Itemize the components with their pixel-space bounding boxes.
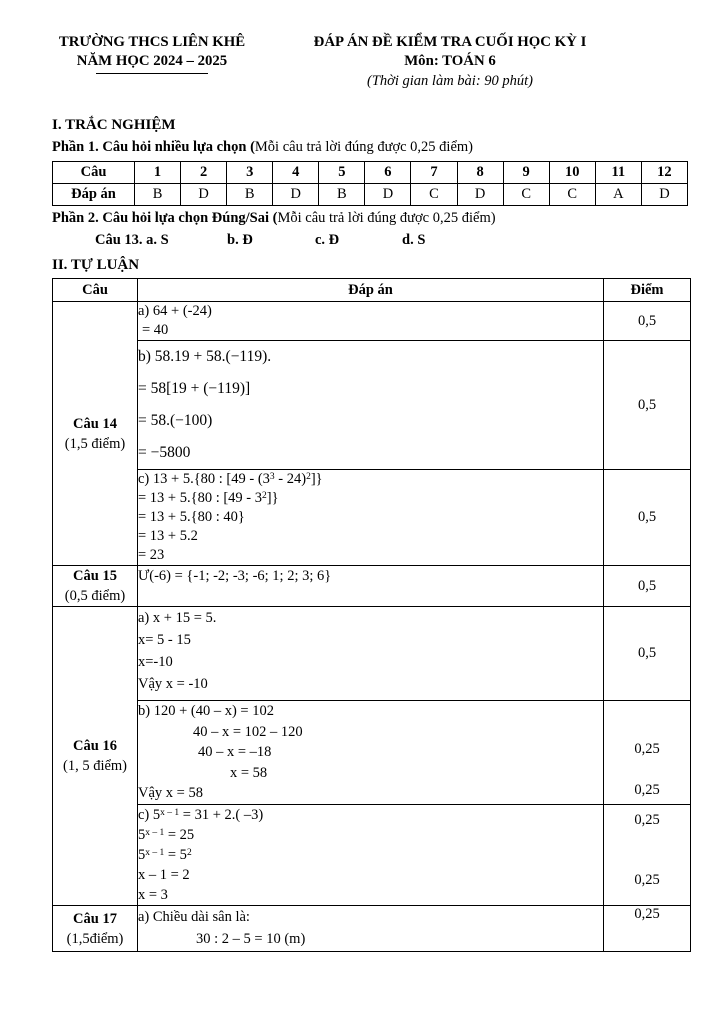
answer-line: b) 120 + (40 – x) = 102 xyxy=(138,703,274,719)
q16c-score-cell xyxy=(604,805,691,906)
mcq-answer: D xyxy=(365,184,411,206)
answer-line xyxy=(138,805,603,825)
q13-answer-d: d. S xyxy=(402,232,426,248)
part1-heading-normal: Mỗi câu trả lời đúng được 0,25 điểm) xyxy=(254,139,474,155)
part2-heading xyxy=(52,209,690,228)
mcq-row-label: Câu xyxy=(53,162,135,184)
answer-line xyxy=(138,825,603,845)
mcq-answer: D xyxy=(457,184,503,206)
school-block xyxy=(45,33,259,91)
q16b-row xyxy=(53,701,691,805)
mcq-number: 12 xyxy=(641,162,687,184)
q15-score: 0,5 xyxy=(604,566,691,607)
answer-text: ]} xyxy=(266,490,279,506)
q16c-score-1: 0,25 xyxy=(634,812,660,828)
mcq-number: 6 xyxy=(365,162,411,184)
mcq-number: 4 xyxy=(273,162,319,184)
answer-line: 40 – x = –18 xyxy=(198,744,272,760)
q16c-answer-cell xyxy=(138,805,604,906)
answer-text: 5 xyxy=(138,827,146,843)
answer-line: x = 58 xyxy=(230,764,268,781)
answer-line: 40 – x = 102 – 120 xyxy=(193,723,303,740)
mcq-answer: B xyxy=(227,184,273,206)
mcq-number: 2 xyxy=(181,162,227,184)
part2-heading-bold: Phần 2. Câu hỏi lựa chọn Đúng/Sai ( xyxy=(52,210,278,226)
mcq-number: 9 xyxy=(503,162,549,184)
col-header-diem: Điểm xyxy=(604,279,691,302)
mcq-question-row xyxy=(53,162,688,184)
q15-label: Câu 15 xyxy=(73,568,117,584)
title-block xyxy=(291,33,609,91)
answer-text: - 24) xyxy=(274,471,307,487)
answer-line: = 23 xyxy=(138,547,165,563)
mcq-answer-label: Đáp án xyxy=(53,184,135,206)
mcq-answer: D xyxy=(641,184,687,206)
q17-answer-cell xyxy=(138,906,604,952)
duration-line: (Thời gian làm bài: 90 phút) xyxy=(366,73,534,89)
q16a-row xyxy=(53,607,691,701)
q16-label-cell xyxy=(53,607,138,906)
q14-points: (1,5 điểm) xyxy=(64,435,126,452)
school-year: NĂM HỌC 2024 – 2025 xyxy=(76,53,228,69)
answer-text: 5 xyxy=(138,847,146,863)
answer-line xyxy=(138,845,603,865)
q17-label-cell xyxy=(53,906,138,952)
answer-text: = 25 xyxy=(164,827,195,843)
mcq-number: 1 xyxy=(135,162,181,184)
answer-text: = 31 + 2.( –3) xyxy=(179,807,264,823)
essay-header-row xyxy=(53,279,691,302)
q16b-score-2: 0,25 xyxy=(634,782,660,798)
mcq-answer: C xyxy=(549,184,595,206)
mcq-number: 7 xyxy=(411,162,457,184)
q14-label-cell xyxy=(53,302,138,566)
q14b-row xyxy=(53,341,691,470)
answer-text: = 13 + 5.{80 : [49 - 3 xyxy=(138,490,263,506)
q16b-answer-cell xyxy=(138,701,604,805)
q15-answer-cell xyxy=(138,566,604,607)
q14a-score: 0,5 xyxy=(604,302,691,341)
answer-text: = 5 xyxy=(164,847,187,863)
q14a-answer-cell xyxy=(138,302,604,341)
answer-line: = 13 + 5.{80 : 40} xyxy=(138,509,245,525)
answer-line: x = 3 xyxy=(138,887,168,903)
q14c-row xyxy=(53,470,691,566)
answer-text: c) 13 + 5.{80 : [49 - (3 xyxy=(138,471,270,487)
answer-line: a) 64 + (-24) xyxy=(138,303,212,319)
q16c-score-2: 0,25 xyxy=(634,872,660,888)
document-body xyxy=(52,116,690,952)
q14b-answer-cell xyxy=(138,341,604,470)
exponent: x – 1 xyxy=(145,827,165,838)
essay-answer-table xyxy=(52,278,691,952)
mcq-number: 10 xyxy=(549,162,595,184)
answer-line: = −5800 xyxy=(138,444,191,461)
mcq-answer: D xyxy=(273,184,319,206)
question13-answers xyxy=(52,232,690,252)
exponent: 2 xyxy=(262,490,267,501)
q13-answer-b: b. Đ xyxy=(227,232,253,248)
q15-points: (0,5 điểm) xyxy=(64,588,126,604)
q16c-row xyxy=(53,805,691,906)
answer-line xyxy=(138,470,603,489)
mcq-answer-row xyxy=(53,184,688,206)
answer-line xyxy=(138,489,603,508)
answer-line: = 13 + 5.2 xyxy=(138,528,198,544)
subject-line: Môn: TOÁN 6 xyxy=(404,53,496,69)
answer-line: a) Chiều dài sân là: xyxy=(138,909,250,925)
answer-line: = 58.(−100) xyxy=(138,412,213,429)
answer-line: Ư(-6) = {-1; -2; -3; -6; 1; 2; 3; 6} xyxy=(138,568,332,584)
answer-line: b) 58.19 + 58.(−119). xyxy=(138,348,272,365)
exponent: 2 xyxy=(306,471,311,482)
answer-line: Vậy x = 58 xyxy=(138,785,203,801)
q14-label: Câu 14 xyxy=(73,415,117,432)
mcq-answer: A xyxy=(595,184,641,206)
exponent: x – 1 xyxy=(145,847,165,858)
q14b-score: 0,5 xyxy=(604,341,691,470)
answer-text: ]} xyxy=(310,471,323,487)
document-header xyxy=(0,0,724,91)
mcq-answer: C xyxy=(411,184,457,206)
section2-heading: II. TỰ LUẬN xyxy=(52,257,140,273)
q14a-row xyxy=(53,302,691,341)
q14c-score: 0,5 xyxy=(604,470,691,566)
q13-answer-c: c. Đ xyxy=(315,232,340,248)
mcq-number: 11 xyxy=(595,162,641,184)
q15-label-cell xyxy=(53,566,138,607)
mcq-answer: B xyxy=(319,184,365,206)
mcq-answer-table xyxy=(52,161,688,206)
part1-heading-bold: Phần 1. Câu hỏi nhiều lựa chọn ( xyxy=(52,139,255,155)
q17-score: 0,25 xyxy=(604,906,691,952)
exponent: 2 xyxy=(186,847,192,858)
answer-line: = 40 xyxy=(142,322,169,338)
col-header-dapan: Đáp án xyxy=(138,279,604,302)
mcq-number: 8 xyxy=(457,162,503,184)
q16-label: Câu 16 xyxy=(73,738,117,754)
q13-answer-a: Câu 13. a. S xyxy=(95,232,169,248)
school-name: TRƯỜNG THCS LIÊN KHÊ xyxy=(58,34,246,50)
q15-row xyxy=(53,566,691,607)
q14c-answer-cell xyxy=(138,470,604,566)
answer-line: 30 : 2 – 5 = 10 (m) xyxy=(196,931,306,947)
answer-line: a) x + 15 = 5. xyxy=(138,610,217,626)
q16b-score-1: 0,25 xyxy=(634,741,660,757)
q16a-answer-cell xyxy=(138,607,604,701)
answer-line: x=-10 xyxy=(138,654,173,670)
mcq-answer: C xyxy=(503,184,549,206)
answer-line: x= 5 - 15 xyxy=(138,632,191,648)
q16a-score: 0,5 xyxy=(604,607,691,701)
answer-line: x – 1 = 2 xyxy=(138,867,190,883)
mcq-answer: B xyxy=(135,184,181,206)
q16b-score-cell xyxy=(604,701,691,805)
school-underline xyxy=(96,73,208,74)
mcq-number: 3 xyxy=(227,162,273,184)
mcq-answer: D xyxy=(181,184,227,206)
answer-line: Vậy x = -10 xyxy=(138,676,208,692)
q17-points: (1,5điểm) xyxy=(66,930,124,947)
q17-label: Câu 17 xyxy=(73,910,117,927)
document-title: ĐÁP ÁN ĐỀ KIỂM TRA CUỐI HỌC KỲ I xyxy=(313,34,587,50)
part1-heading xyxy=(52,138,690,157)
section1-heading: I. TRẮC NGHIỆM xyxy=(52,117,176,133)
mcq-number: 5 xyxy=(319,162,365,184)
exponent: 3 xyxy=(269,471,275,482)
q17-row xyxy=(53,906,691,952)
q16-points: (1, 5 điểm) xyxy=(62,758,128,774)
answer-line: = 58[19 + (−119)] xyxy=(138,380,251,397)
part2-heading-normal: Mỗi câu trả lời đúng được 0,25 điểm) xyxy=(277,210,496,226)
exponent: x – 1 xyxy=(160,807,180,818)
answer-text: c) 5 xyxy=(138,807,161,823)
col-header-cau: Câu xyxy=(53,279,138,302)
